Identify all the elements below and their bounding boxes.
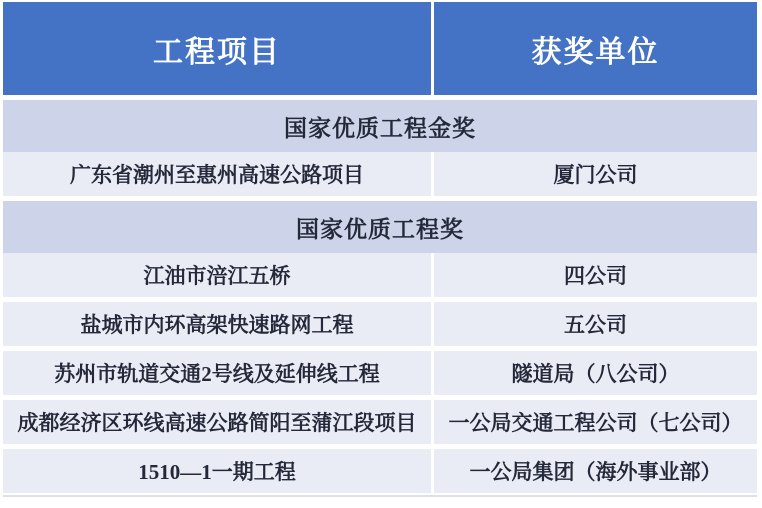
project-cell: 广东省潮州至惠州高速公路项目 — [3, 152, 431, 196]
project-cell: 成都经济区环线高速公路简阳至蒲江段项目 — [3, 400, 431, 444]
column-header-project: 工程项目 — [3, 2, 431, 95]
section-header-quality-award: 国家优质工程奖 — [3, 201, 757, 253]
unit-cell: 厦门公司 — [434, 152, 757, 196]
project-cell: 1510—1一期工程 — [3, 449, 431, 493]
table-row — [3, 302, 757, 346]
project-cell: 江油市涪江五桥 — [3, 253, 431, 297]
table-bottom-border — [3, 495, 757, 497]
unit-cell: 五公司 — [434, 302, 757, 346]
table-row — [3, 351, 757, 395]
table-header-row — [3, 2, 757, 95]
table-row — [3, 400, 757, 444]
unit-cell: 四公司 — [434, 253, 757, 297]
table-row — [3, 449, 757, 493]
project-cell: 盐城市内环高架快速路网工程 — [3, 302, 431, 346]
unit-cell: 一公局集团（海外事业部） — [434, 449, 757, 493]
unit-cell: 一公局交通工程公司（七公司） — [434, 400, 757, 444]
section-header-gold-award: 国家优质工程金奖 — [3, 100, 757, 152]
project-cell: 苏州市轨道交通2号线及延伸线工程 — [3, 351, 431, 395]
unit-cell: 隧道局（八公司） — [434, 351, 757, 395]
table-row — [3, 152, 757, 196]
table-row — [3, 253, 757, 297]
column-header-unit: 获奖单位 — [434, 2, 757, 95]
